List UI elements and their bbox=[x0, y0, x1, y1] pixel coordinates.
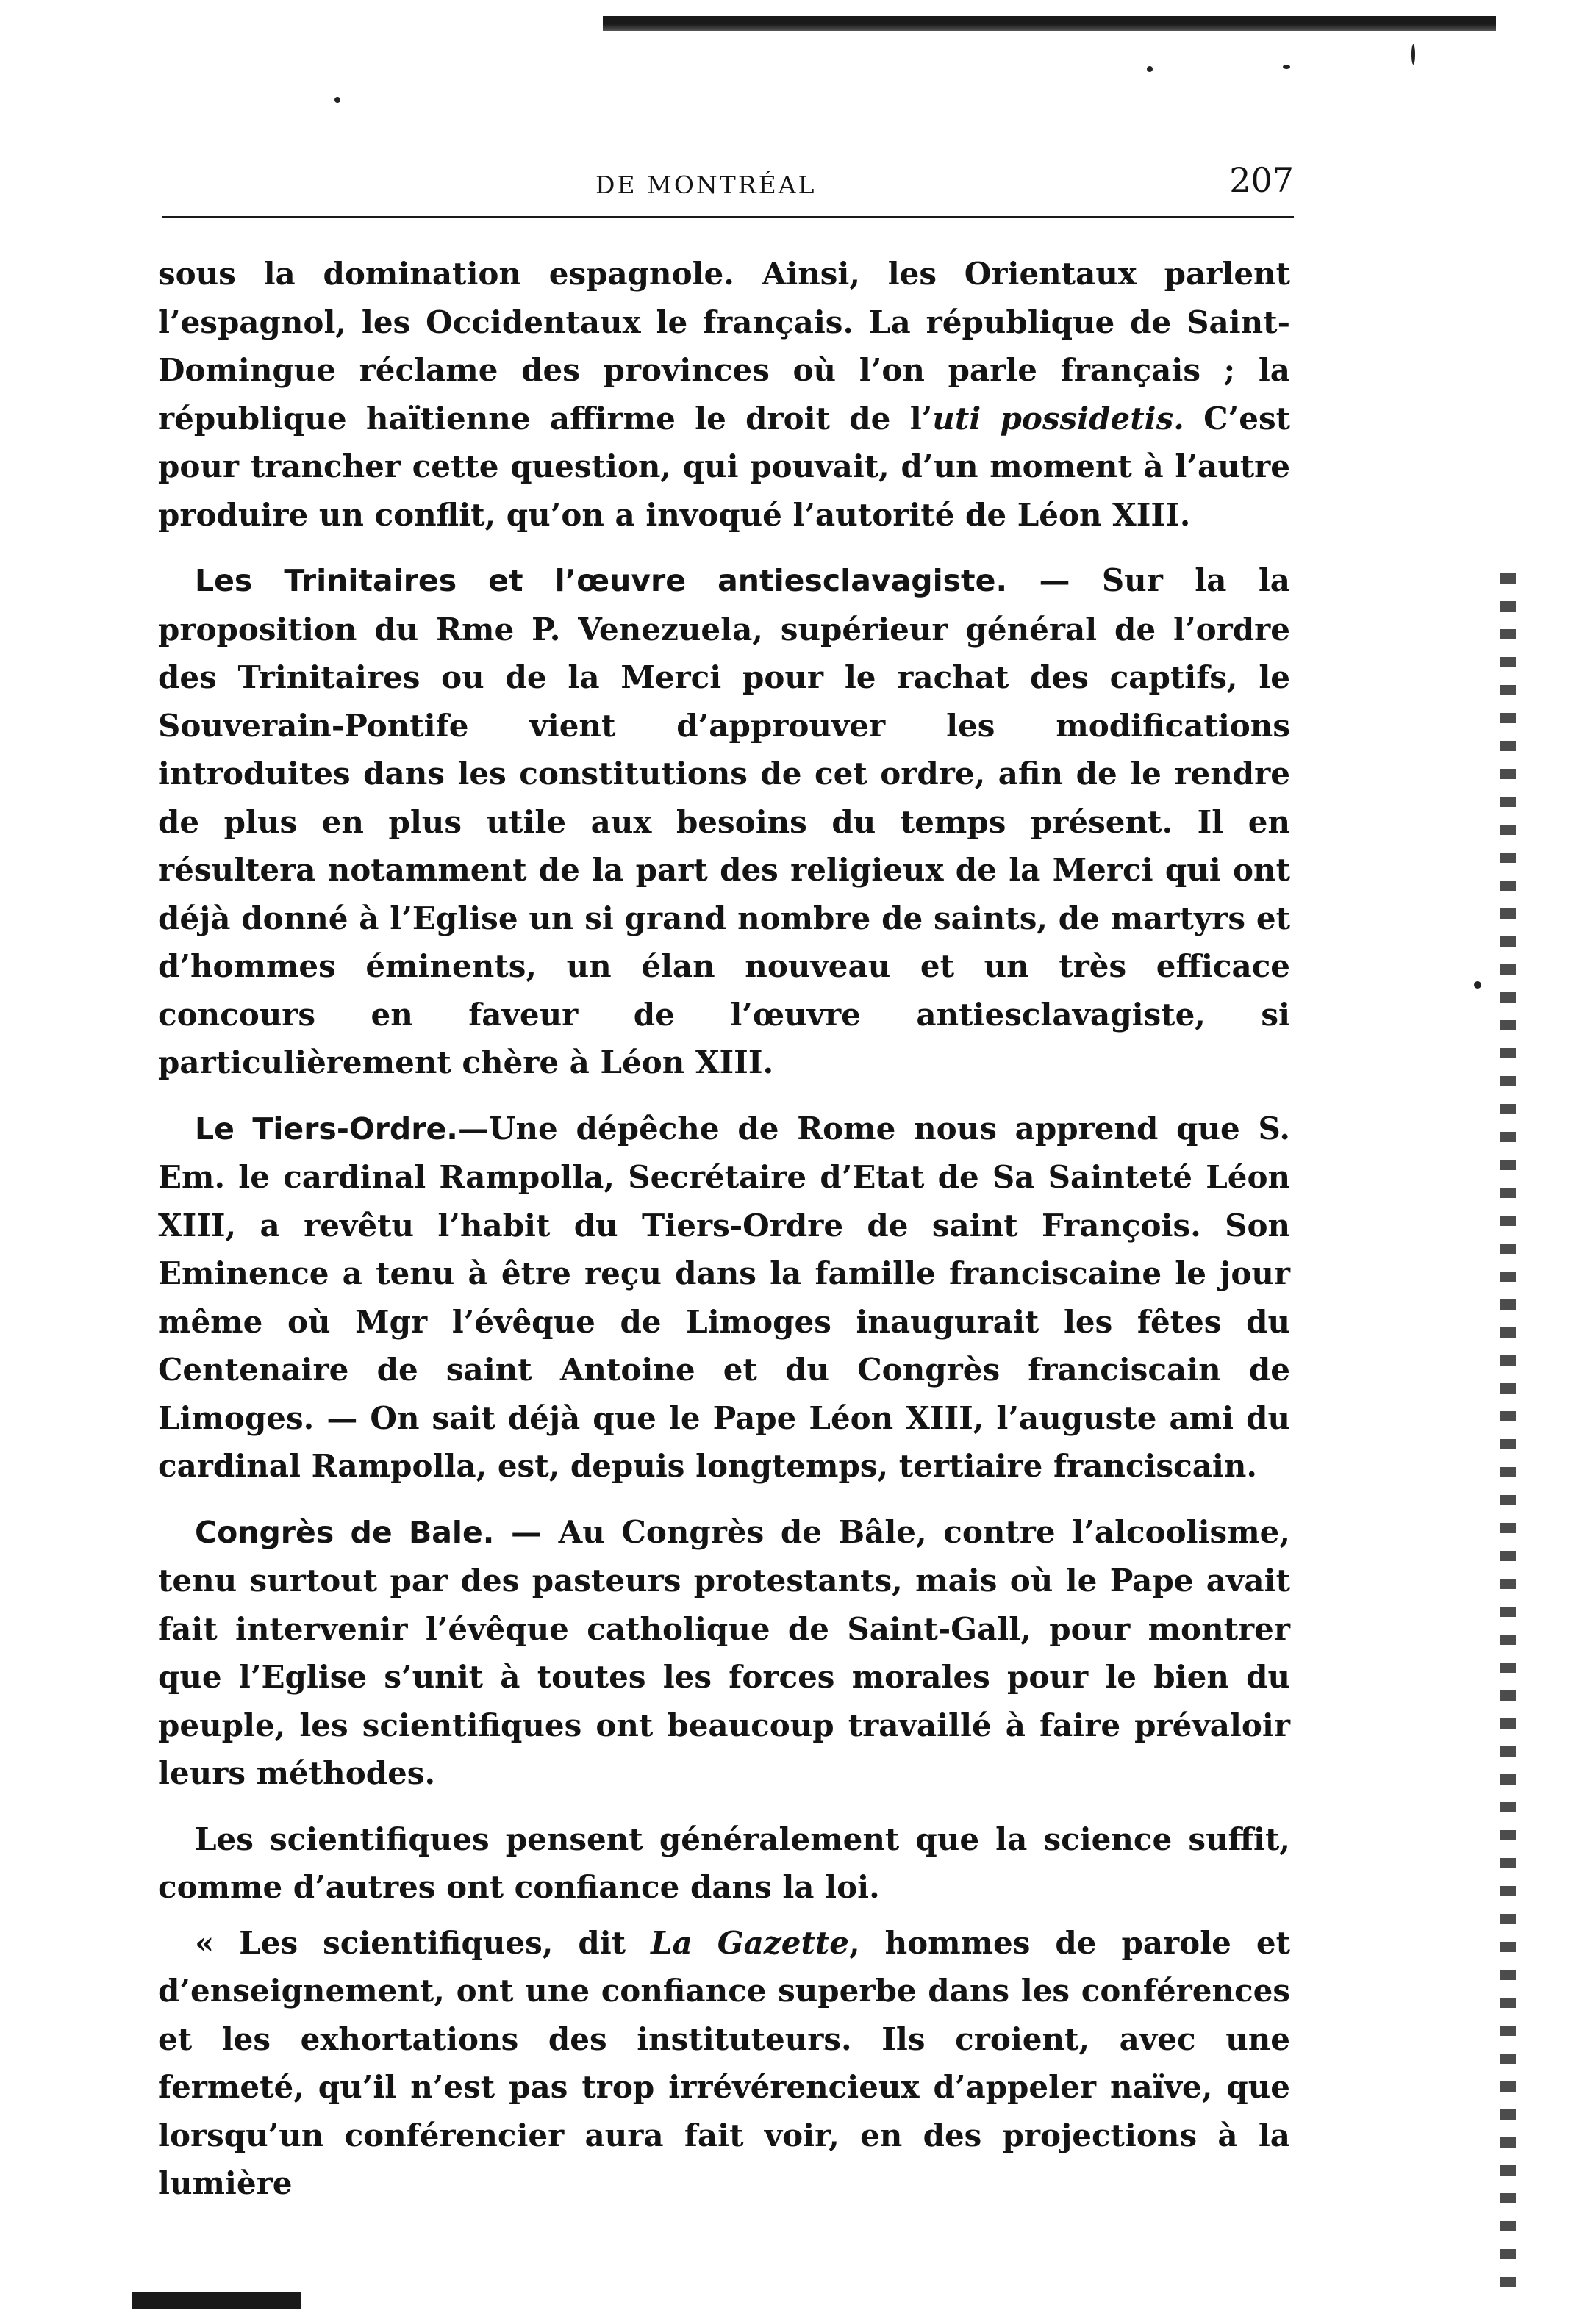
scan-speck bbox=[1411, 44, 1415, 65]
paragraph-gazette-quote bbox=[158, 1919, 1290, 2208]
bottom-scan-mark bbox=[132, 2292, 301, 2309]
scan-speck bbox=[1283, 65, 1290, 69]
section-heading: Congrès de Bale. bbox=[195, 1514, 495, 1550]
page-header bbox=[162, 156, 1294, 200]
paragraph-text: Les scientifiques pensent généralement que la science suffit, comme d’autres ont confiance dans la loi. bbox=[158, 1821, 1290, 1905]
paragraph-congres-bale bbox=[158, 1508, 1290, 1798]
section-heading: Le Tiers-Ordre. bbox=[195, 1111, 458, 1147]
paragraph-text: — Au Congrès de Bâle, contre l’alcoolisme, tenu surtout par des pasteurs protestants, mais où le Pape avait fait intervenir l’évêque catholique de Saint-Gall, pour montrer que l’Eglise s’unit à toutes les forces morales pour le bien du peuple, les scientifiques ont beaucoup travaillé à faire prévaloir leurs méthodes. bbox=[158, 1513, 1290, 1791]
page-number: 207 bbox=[1229, 160, 1294, 200]
section-heading: Les Trinitaires et l’œuvre antiesclavagiste. bbox=[195, 563, 1008, 598]
scan-speck bbox=[1474, 981, 1481, 989]
paragraph-text: sous la domination espagnole. Ainsi, les Orientaux parlent l’espagnol, les Occidentaux le français. La république de Saint-Domingue réclame des provinces où l’on parle français ; la république haïtienne affirme le droit de l’ bbox=[158, 256, 1290, 437]
top-scan-edge bbox=[603, 16, 1496, 31]
body-text bbox=[158, 250, 1290, 2226]
paragraph-text: — Sur la la proposition du Rme P. Venezuela, supérieur général de l’ordre des Trinitaires ou de la Merci pour le rachat des captifs, le Souverain-Pontife vient d’approuver les modifications introduites dans les constitutions de cet ordre, afin de le rendre de plus en plus utile aux besoins du temps présent. Il en résultera notamment de la part des religieux de la Merci qui ont déjà donné à l’Eglise un si grand nombre de saints, de martyrs et d’hommes éminents, un élan nouveau et un très efficace concours en faveur de l’œuvre antiesclavagiste, si particulièrement chère à Léon XIII. bbox=[158, 562, 1290, 1080]
paragraph-text: « Les scientifiques, dit bbox=[195, 1924, 651, 1961]
publication-title: La Gazette bbox=[651, 1924, 849, 1961]
right-scan-edge bbox=[1500, 573, 1516, 2293]
paragraph-trinitaires bbox=[158, 556, 1290, 1087]
header-rule bbox=[162, 216, 1294, 218]
scan-speck bbox=[1147, 66, 1153, 72]
paragraph-dominican-dispute bbox=[158, 250, 1290, 539]
latin-phrase: uti possidetis. bbox=[932, 400, 1184, 437]
paragraph-scientifiques bbox=[158, 1815, 1290, 1912]
scan-speck bbox=[334, 97, 340, 103]
running-head: DE MONTRÉAL bbox=[595, 171, 817, 199]
paragraph-text: C’est pour trancher cette question, qui pouvait, d’un moment à l’autre produire un conflit, qu’on a invoqué l’autorité de Léon XIII. bbox=[158, 400, 1290, 533]
paragraph-text: —Une dépêche de Rome nous apprend que S. Em. le cardinal Rampolla, Secrétaire d’Etat de Sa Sainteté Léon XIII, a revêtu l’habit du Tiers-Ordre de saint François. Son Eminence a tenu à être reçu dans la famille franciscaine le jour même où Mgr l’évêque de Limoges inaugurait les fêtes du Centenaire de saint Antoine et du Congrès franciscain de Limoges. — On sait déjà que le Pape Léon XIII, l’auguste ami du cardinal Rampolla, est, depuis longtemps, tertiaire franciscain. bbox=[158, 1110, 1290, 1484]
paragraph-tiers-ordre bbox=[158, 1105, 1290, 1491]
paragraph-text: , hommes de parole et d’enseignement, ont une confiance superbe dans les conférences et les exhortations des instituteurs. Ils croient, avec une fermeté, qu’il n’est pas trop irrévérencieux d’appeler naïve, que lorsqu’un conférencier aura fait voir, en des projections à la lumière bbox=[158, 1924, 1290, 2201]
